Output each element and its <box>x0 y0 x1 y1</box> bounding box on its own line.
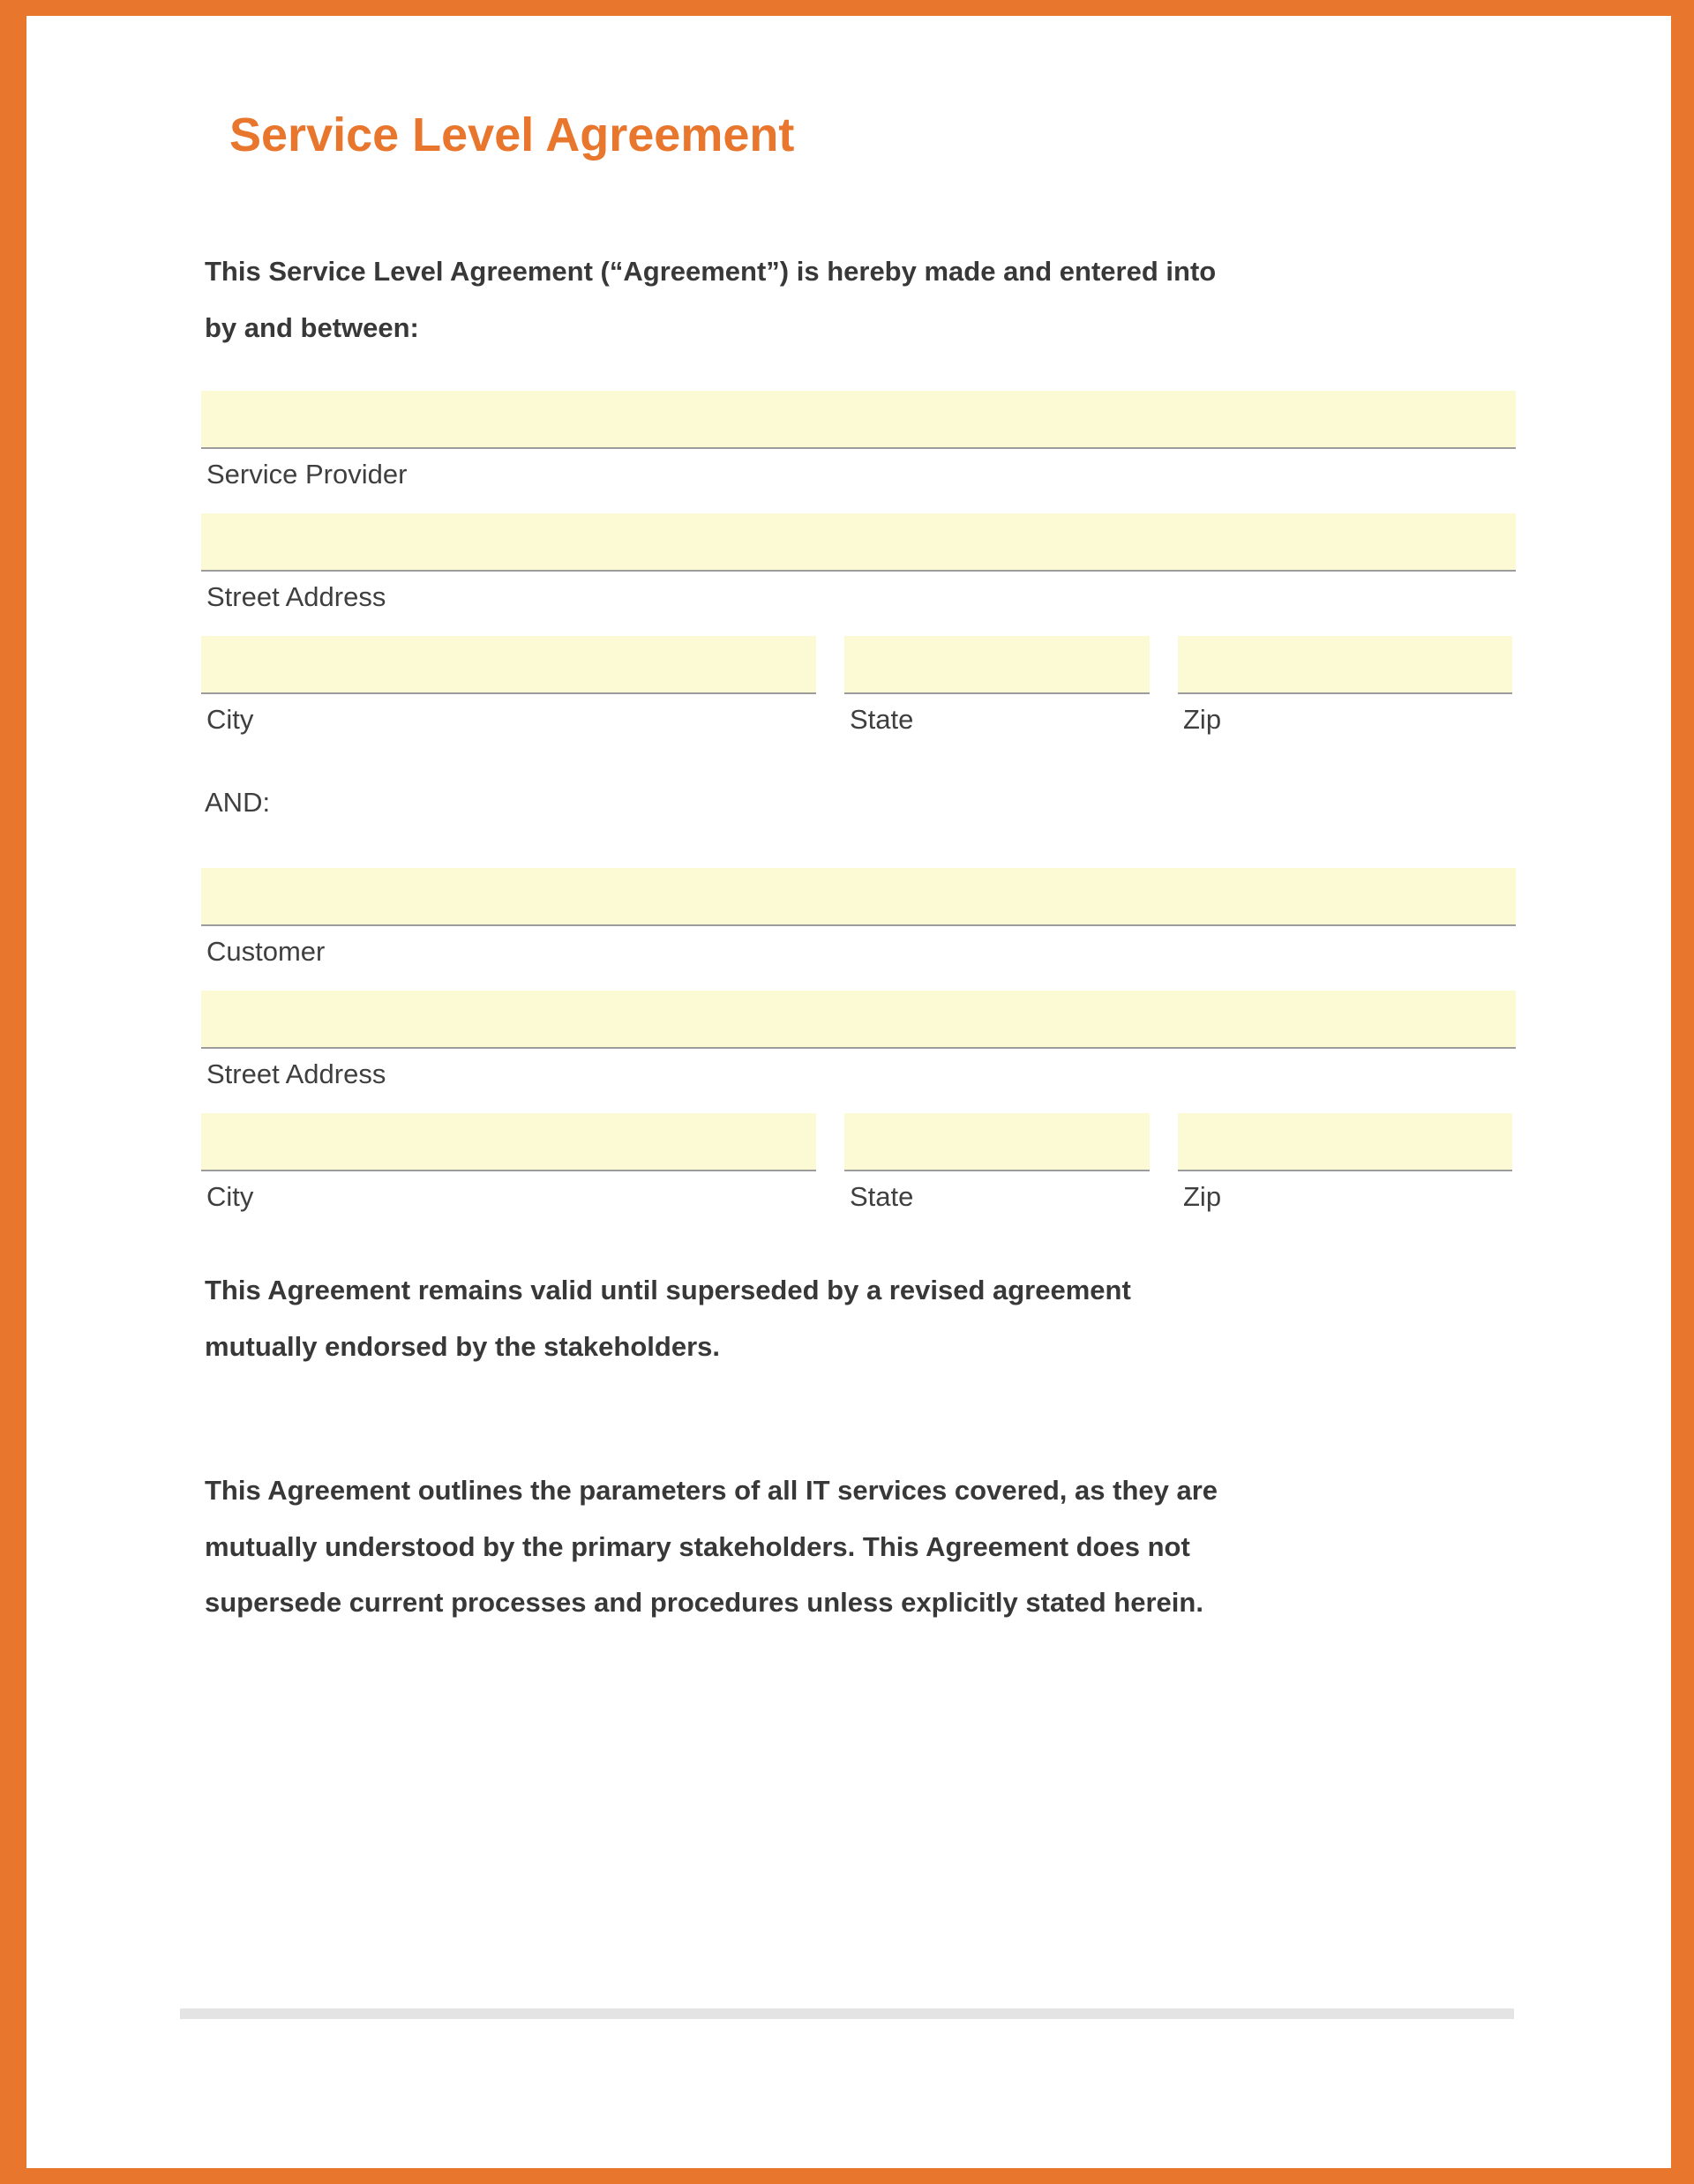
validity-paragraph-line: This Agreement remains valid until superseded by a revised agreement <box>205 1275 1131 1306</box>
customer-zip-field <box>1178 1113 1512 1213</box>
page-title: Service Level Agreement <box>229 108 795 161</box>
and-label: AND: <box>205 787 271 819</box>
outline-paragraph-line: This Agreement outlines the parameters of all IT services covered, as they are <box>205 1475 1218 1507</box>
provider-city-field <box>201 636 816 736</box>
provider-city-label: City <box>206 704 254 736</box>
intro-paragraph <box>205 243 1516 355</box>
customer-city-state-zip-row <box>201 1113 1516 1213</box>
customer-zip-input[interactable] <box>1178 1113 1512 1171</box>
provider-name-field <box>201 391 1516 490</box>
provider-name-label: Service Provider <box>206 459 408 490</box>
validity-paragraph-line: mutually endorsed by the stakeholders. <box>205 1330 720 1362</box>
customer-city-field <box>201 1113 816 1213</box>
provider-street-label: Street Address <box>206 581 386 613</box>
customer-state-field <box>844 1113 1150 1213</box>
customer-state-label: State <box>850 1181 914 1213</box>
provider-street-field <box>201 513 1516 613</box>
customer-name-label: Customer <box>206 936 326 968</box>
customer-street-field <box>201 991 1516 1090</box>
customer-name-input[interactable] <box>201 868 1516 926</box>
customer-city-label: City <box>206 1181 254 1213</box>
provider-city-input[interactable] <box>201 636 816 694</box>
outline-paragraph-line: supersede current processes and procedures unless explicitly stated herein. <box>205 1587 1203 1619</box>
provider-name-input[interactable] <box>201 391 1516 449</box>
outline-paragraph-line: mutually understood by the primary stakeholders. This Agreement does not <box>205 1530 1190 1562</box>
customer-street-label: Street Address <box>206 1058 386 1090</box>
customer-city-input[interactable] <box>201 1113 816 1171</box>
page-content <box>201 16 1516 2019</box>
provider-zip-input[interactable] <box>1178 636 1512 694</box>
intro-line: by and between: <box>205 311 419 343</box>
outline-paragraph <box>205 1462 1516 1631</box>
provider-state-field <box>844 636 1150 736</box>
provider-state-input[interactable] <box>844 636 1150 694</box>
intro-line: This Service Level Agreement (“Agreement”) is hereby made and entered into <box>205 256 1217 288</box>
bottom-divider <box>180 2008 1514 2019</box>
customer-state-input[interactable] <box>844 1113 1150 1171</box>
customer-name-field <box>201 868 1516 968</box>
provider-zip-label: Zip <box>1183 704 1222 736</box>
customer-street-input[interactable] <box>201 991 1516 1049</box>
provider-zip-field <box>1178 636 1512 736</box>
provider-city-state-zip-row <box>201 636 1516 736</box>
provider-state-label: State <box>850 704 914 736</box>
validity-paragraph <box>205 1262 1516 1374</box>
customer-zip-label: Zip <box>1183 1181 1222 1213</box>
provider-street-input[interactable] <box>201 513 1516 572</box>
